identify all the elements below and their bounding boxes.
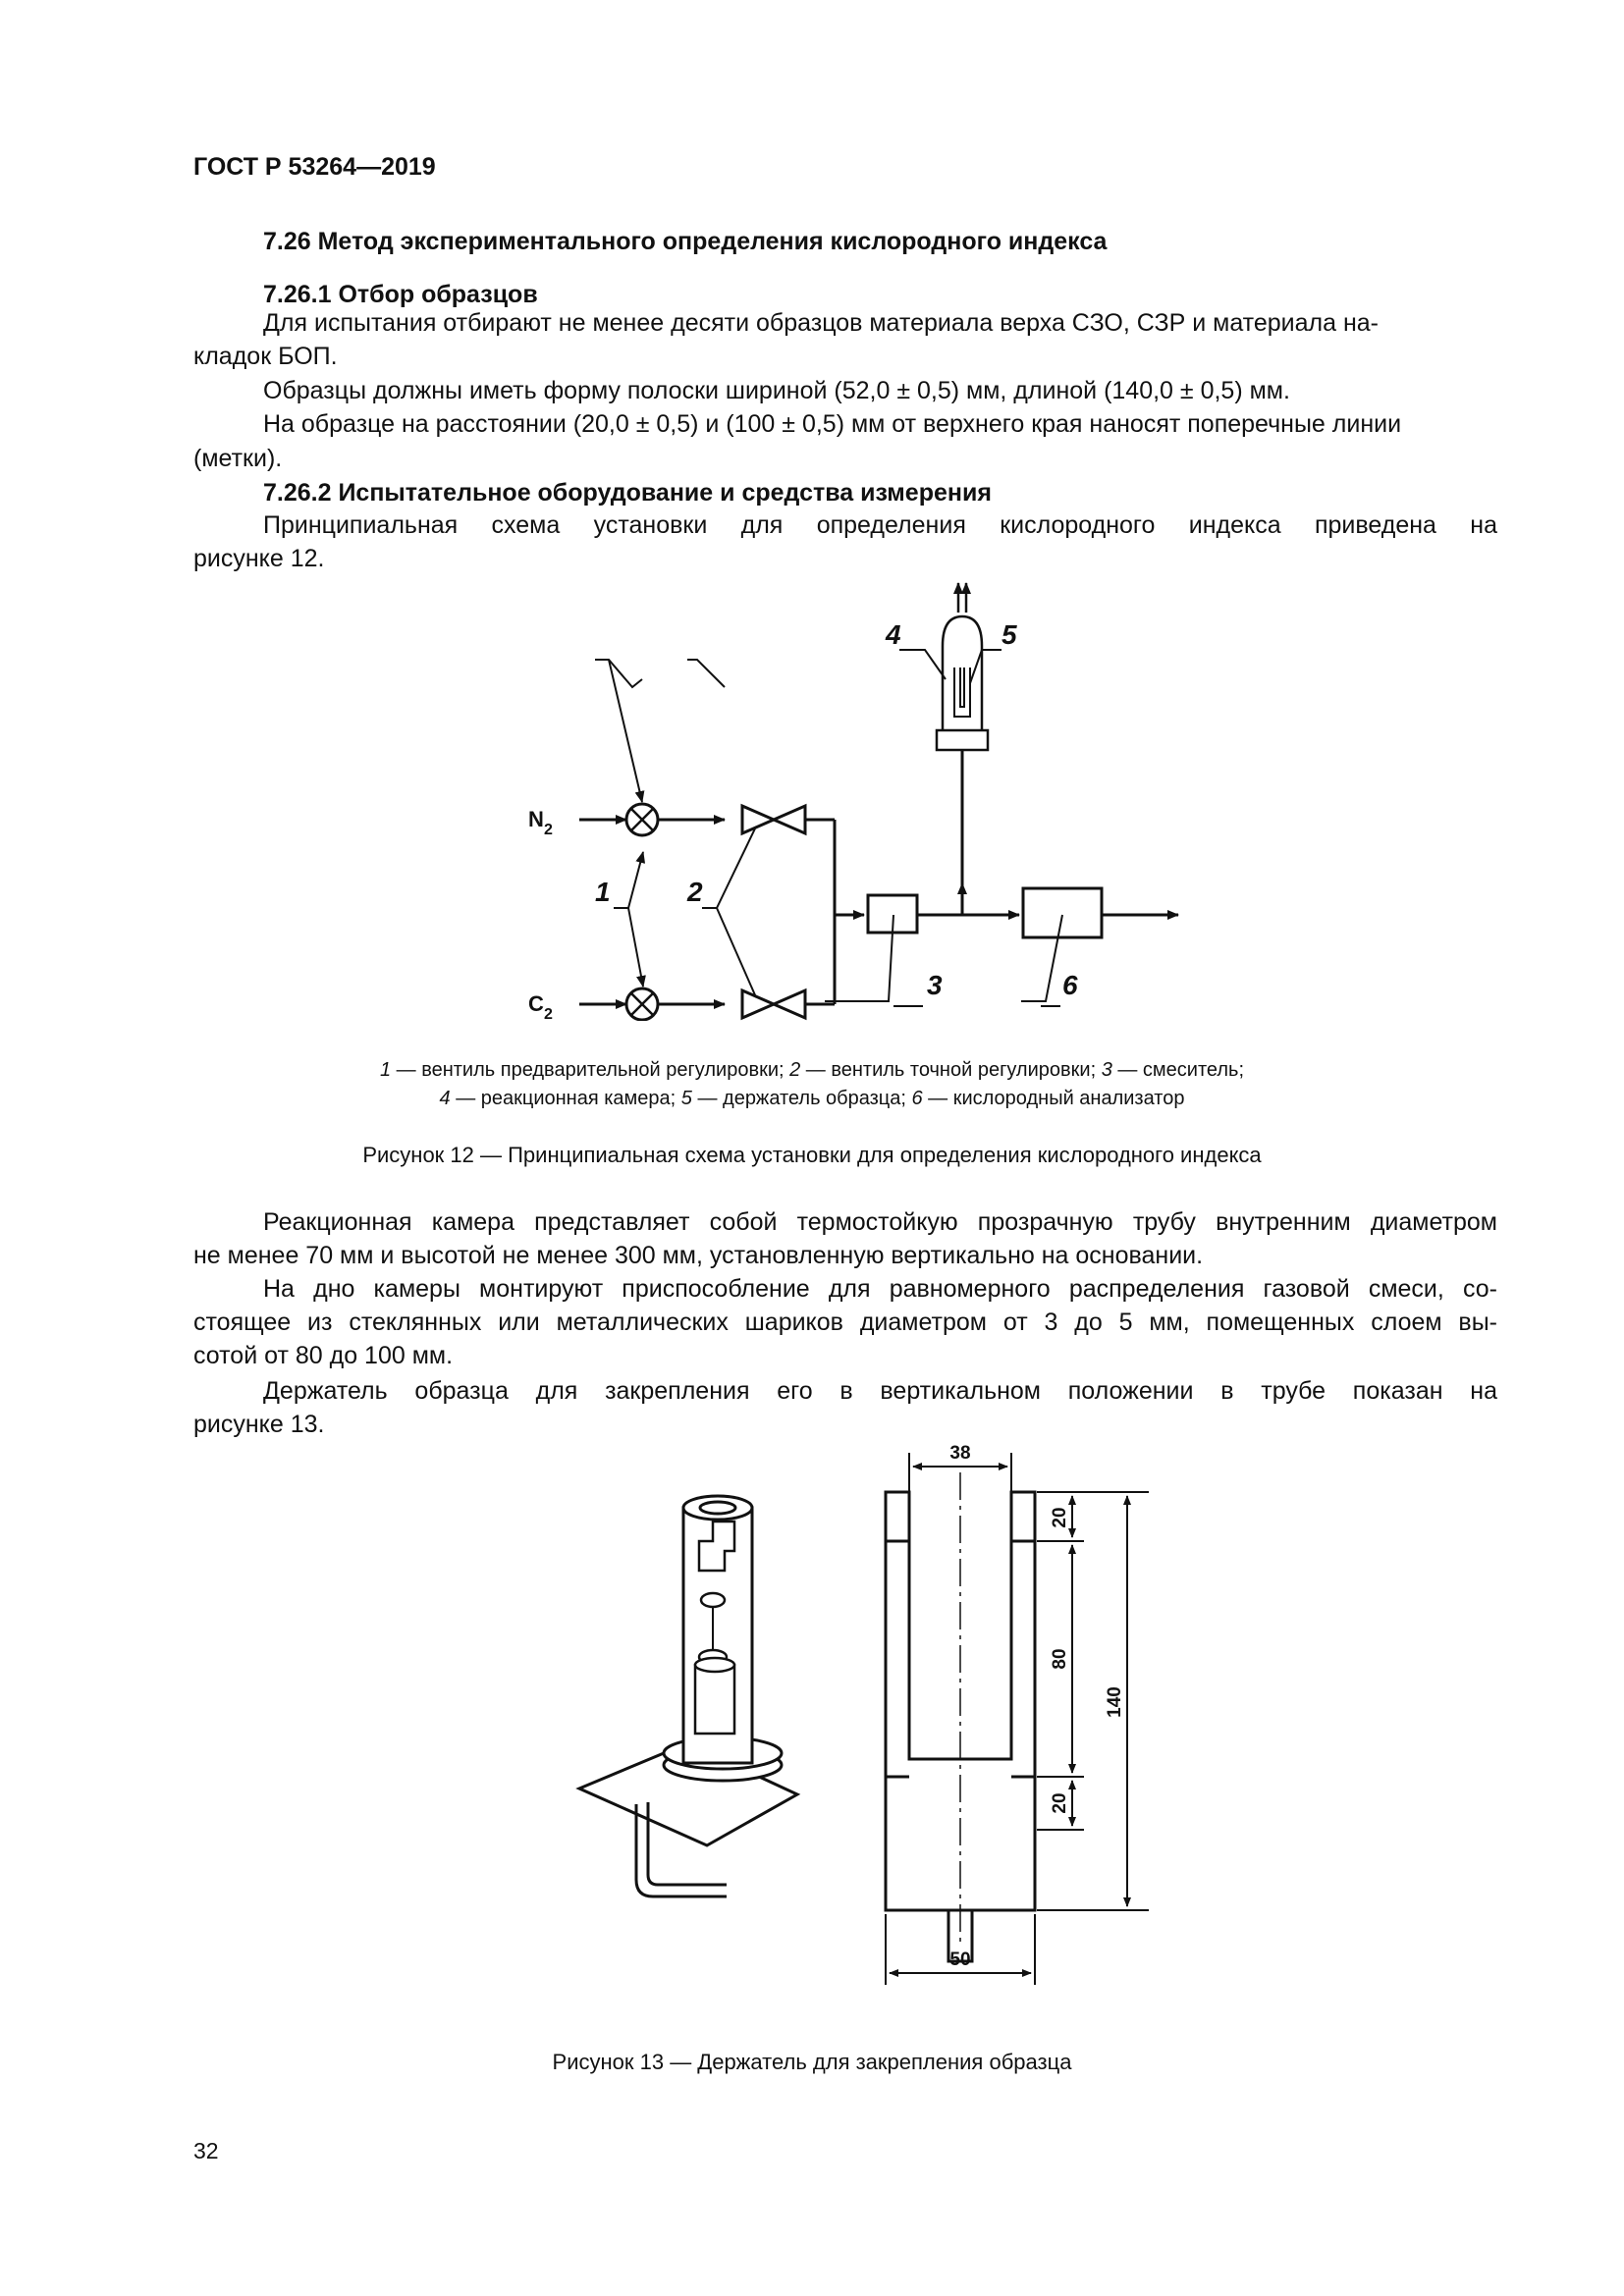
callout-3: 3: [927, 970, 943, 1000]
c2-label-base: C: [528, 991, 544, 1016]
figure-12-caption: Рисунок 12 — Принципиальная схема установки для определения кислородного индекса: [362, 1143, 1262, 1167]
paragraph-line: Для испытания отбирают не менее десяти образцов материала верха СЗО, СЗР и материала на-: [263, 309, 1379, 337]
subsection-title-7-26-2: 7.26.2 Испытательное оборудование и средства измерения: [263, 479, 992, 507]
paragraph-line: Держатель образца для закрепления его в вертикальном положении в трубе показан на: [263, 1377, 1497, 1405]
figure-12-schematic: [511, 569, 1198, 1021]
n2-label-base: N: [528, 807, 544, 831]
callout-4: 4: [886, 619, 901, 650]
paragraph-line: Реакционная камера представляет собой термостойкую прозрачную трубу внутренним диаметром: [263, 1208, 1497, 1236]
paragraph-line: рисунке 12.: [193, 545, 325, 572]
dim-20-top: 20: [1050, 1507, 1070, 1528]
figure-13-caption: Рисунок 13 — Держатель для закрепления образца: [552, 2050, 1072, 2074]
paragraph-line: не менее 70 мм и высотой не менее 300 мм, установленную вертикально на основании.: [193, 1242, 1204, 1269]
callout-5: 5: [1001, 619, 1017, 650]
dim-140: 140: [1105, 1686, 1125, 1718]
figure-13-drawing: [569, 1433, 1159, 1993]
page-number: 32: [193, 2138, 219, 2163]
callout-6: 6: [1062, 970, 1078, 1000]
callout-1: 1: [595, 877, 611, 907]
paragraph-line: (метки).: [193, 445, 283, 472]
dim-80: 80: [1050, 1648, 1070, 1670]
dim-20-bottom: 20: [1050, 1792, 1070, 1814]
c2-label-sub: 2: [544, 1006, 553, 1021]
n2-label-sub: 2: [544, 822, 553, 838]
paragraph-line: Принципиальная схема установки для определения кислородного индекса приведена на: [263, 511, 1497, 539]
figure-12-legend: 1 — вентиль предварительной регулировки; 2 — вентиль точной регулировки; 3 — смеситель; 4 — реакционная камера; 5 — держатель образца; 6 — кислородный анализатор: [379, 1059, 1245, 1109]
document-header: ГОСТ Р 53264—2019: [193, 153, 436, 181]
section-title: 7.26 Метод экспериментального определения кислородного индекса: [263, 228, 1108, 255]
paragraph-line: сотой от 80 до 100 мм.: [193, 1342, 454, 1369]
paragraph-line: рисунке 13.: [193, 1411, 325, 1438]
callout-2: 2: [687, 877, 703, 907]
subsection-title-7-26-1: 7.26.1 Отбор образцов: [263, 281, 538, 308]
dim-50: 50: [949, 1949, 971, 1970]
paragraph-line: На образце на расстоянии (20,0 ± 0,5) и (100 ± 0,5) мм от верхнего края наносят поперечные линии: [263, 410, 1402, 438]
dim-38: 38: [949, 1443, 971, 1464]
paragraph-line: стоящее из стеклянных или металлических шариков диаметром от 3 до 5 мм, помещенных слоем вы-: [193, 1308, 1497, 1336]
paragraph-line: На дно камеры монтируют приспособление для равномерного распределения газовой смеси, со-: [263, 1275, 1497, 1303]
paragraph-line: кладок БОП.: [193, 343, 338, 370]
paragraph-line: Образцы должны иметь форму полоски шириной (52,0 ± 0,5) мм, длиной (140,0 ± 0,5) мм.: [263, 377, 1290, 404]
